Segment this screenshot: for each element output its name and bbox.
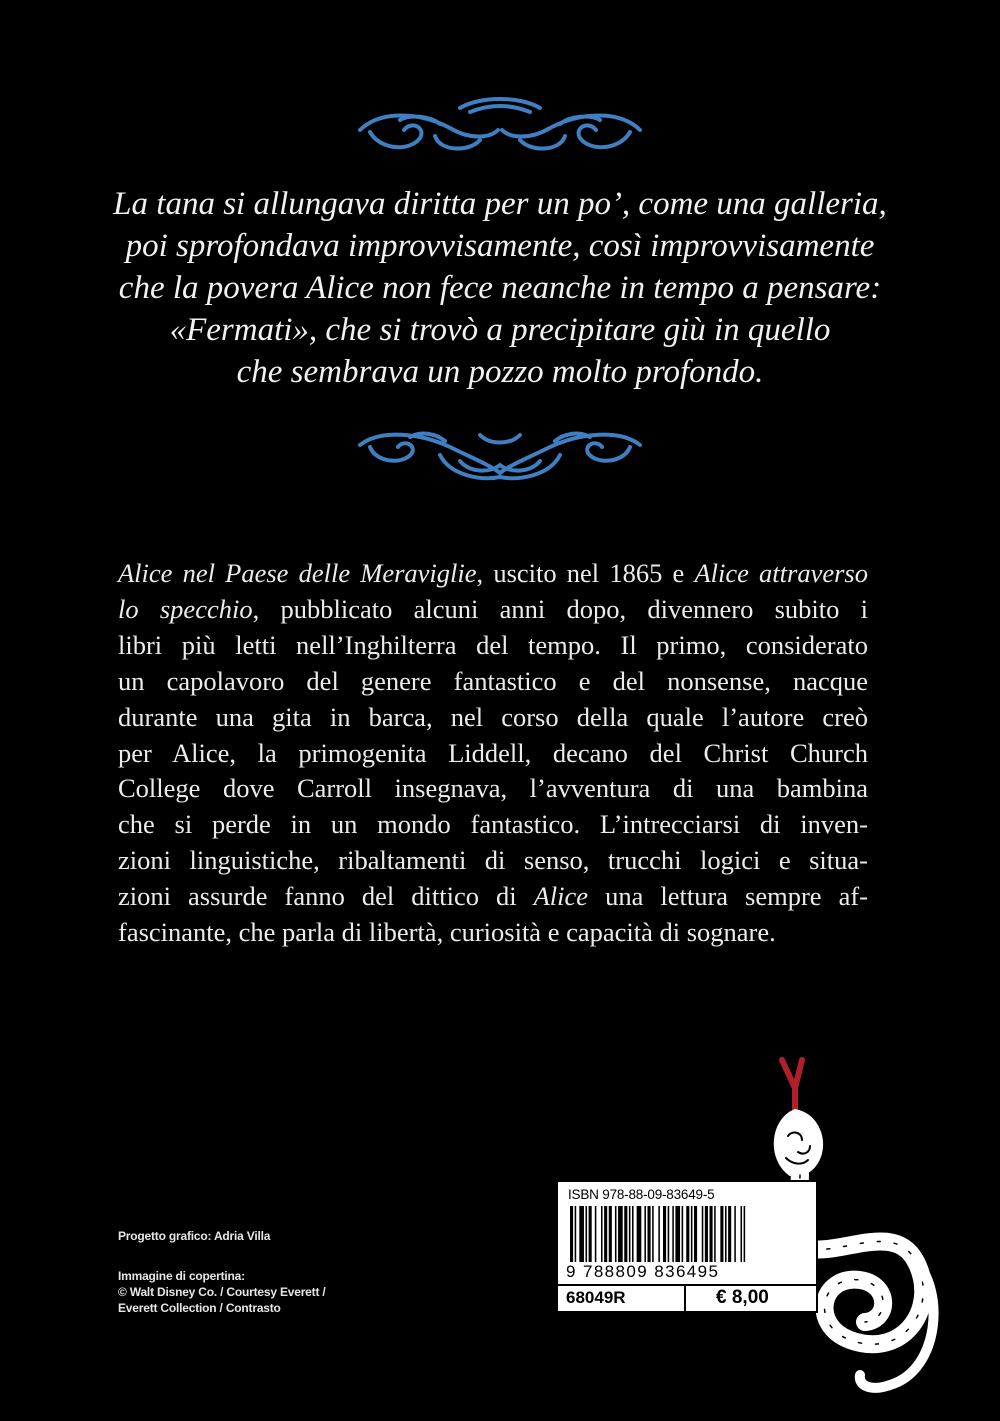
barcode-footer xyxy=(558,1284,816,1311)
barcode-bar xyxy=(595,1206,597,1262)
design-credit xyxy=(118,1228,270,1244)
barcode-bar xyxy=(589,1206,592,1262)
barcode-bar xyxy=(702,1206,704,1262)
barcode-bar xyxy=(615,1206,617,1262)
cover-credit-line: Everett Collection / Contrasto xyxy=(118,1301,281,1315)
description-line: fascinante, che parla di libertà, curiosità e capacità di sognare. xyxy=(118,917,776,948)
description-line xyxy=(118,592,868,628)
quote-line: che sembrava un pozzo molto profondo. xyxy=(236,354,764,390)
barcode-bar xyxy=(570,1206,573,1262)
barcode-bar xyxy=(675,1206,680,1262)
barcode-bar xyxy=(682,1206,684,1262)
barcode-bar xyxy=(672,1206,674,1262)
barcode-bar xyxy=(741,1206,743,1262)
barcode-bar xyxy=(579,1206,584,1262)
barcode-bars xyxy=(568,1206,806,1262)
barcode-bar xyxy=(710,1206,713,1262)
price: € 8,00 xyxy=(716,1287,769,1308)
barcode-bar xyxy=(604,1206,607,1262)
description-text: , uscito nel 1865 e xyxy=(476,558,695,588)
cover-credit-label: Immagine di copertina: xyxy=(118,1269,245,1283)
barcode-bar xyxy=(720,1206,723,1262)
barcode-bar xyxy=(609,1206,612,1262)
barcode-bar xyxy=(691,1206,693,1262)
barcode-bar xyxy=(644,1206,646,1262)
barcode-bar xyxy=(618,1206,623,1262)
product-code: 68049R xyxy=(558,1286,686,1311)
quote-excerpt xyxy=(60,183,940,393)
barcode-bar xyxy=(658,1206,660,1262)
barcode-bar xyxy=(652,1206,654,1262)
barcode-bar xyxy=(744,1206,746,1262)
quote-line: «Fermati», che si trovò a precipitare giù in quello xyxy=(169,312,831,348)
barcode-bar xyxy=(686,1206,689,1262)
quote-line: poi sprofondava improvvisamente, così improvvisamente xyxy=(125,228,875,264)
description-text: una lettura sempre af- xyxy=(588,881,868,912)
description-line: durante una gita in barca, nel corso della quale l’autore creò xyxy=(118,701,868,732)
quote-line: La tana si allungava diritta per un po’, come una galleria, xyxy=(113,186,887,222)
cover-image-credit xyxy=(118,1268,326,1316)
isbn-barcode-label xyxy=(556,1180,818,1313)
barcode-bar xyxy=(728,1206,731,1262)
barcode-bar xyxy=(624,1206,627,1262)
barcode-bar xyxy=(668,1206,670,1262)
barcode-bar xyxy=(601,1206,603,1262)
barcode-bar xyxy=(714,1206,716,1262)
barcode-bar xyxy=(663,1206,666,1262)
description-line xyxy=(118,879,868,915)
description-line: un capolavoro del genere fantastico e del nonsense, nacque xyxy=(118,665,868,696)
barcode-bar xyxy=(575,1206,577,1262)
description-line: zioni linguistiche, ribaltamenti di senso, trucchi logici e situa- xyxy=(118,845,868,876)
barcode-digits: 9 788809 836495 xyxy=(566,1262,720,1281)
barcode-bar xyxy=(725,1206,727,1262)
barcode-bar xyxy=(734,1206,736,1262)
barcode-bar xyxy=(705,1206,708,1262)
barcode-bar xyxy=(694,1206,697,1262)
description-line xyxy=(118,556,868,592)
description-text: , pubblicato alcuni anni dopo, divennero subito i xyxy=(252,593,868,624)
bottom-flourish-ornament xyxy=(340,415,660,495)
book-title-ref: lo specchio xyxy=(118,593,253,624)
quote-line: che la povera Alice non fece neanche in tempo a pensare: xyxy=(118,270,882,306)
barcode-bar xyxy=(586,1206,588,1262)
book-title-ref: Alice nel Paese delle Meraviglie xyxy=(118,558,477,588)
book-title-ref: Alice xyxy=(533,881,589,912)
barcode-bar xyxy=(629,1206,631,1262)
barcode-bar xyxy=(637,1206,642,1262)
book-title-ref: Alice attraverso xyxy=(694,558,868,588)
description-line: per Alice, la primogenita Liddell, decano del Christ Church xyxy=(118,737,868,768)
barcode-bar xyxy=(648,1206,651,1262)
description-line: College dove Carroll insegnava, l’avventura di una bambina xyxy=(118,773,868,804)
description-line: libri più letti nell’Inghilterra del tempo. Il primo, considerato xyxy=(118,629,868,660)
book-description xyxy=(118,556,868,951)
barcode-bar xyxy=(632,1206,634,1262)
design-credit-text: Progetto grafico: Adria Villa xyxy=(118,1229,271,1243)
description-line: che si perde in un mondo fantastico. L’intrecciarsi di inven- xyxy=(118,809,868,840)
description-text: zioni assurde fanno del dittico di xyxy=(118,881,534,912)
top-flourish-ornament xyxy=(340,90,660,170)
isbn-number: ISBN 978-88-09-83649-5 xyxy=(568,1187,715,1202)
cover-credit-line: © Walt Disney Co. / Courtesy Everett / xyxy=(118,1285,326,1299)
